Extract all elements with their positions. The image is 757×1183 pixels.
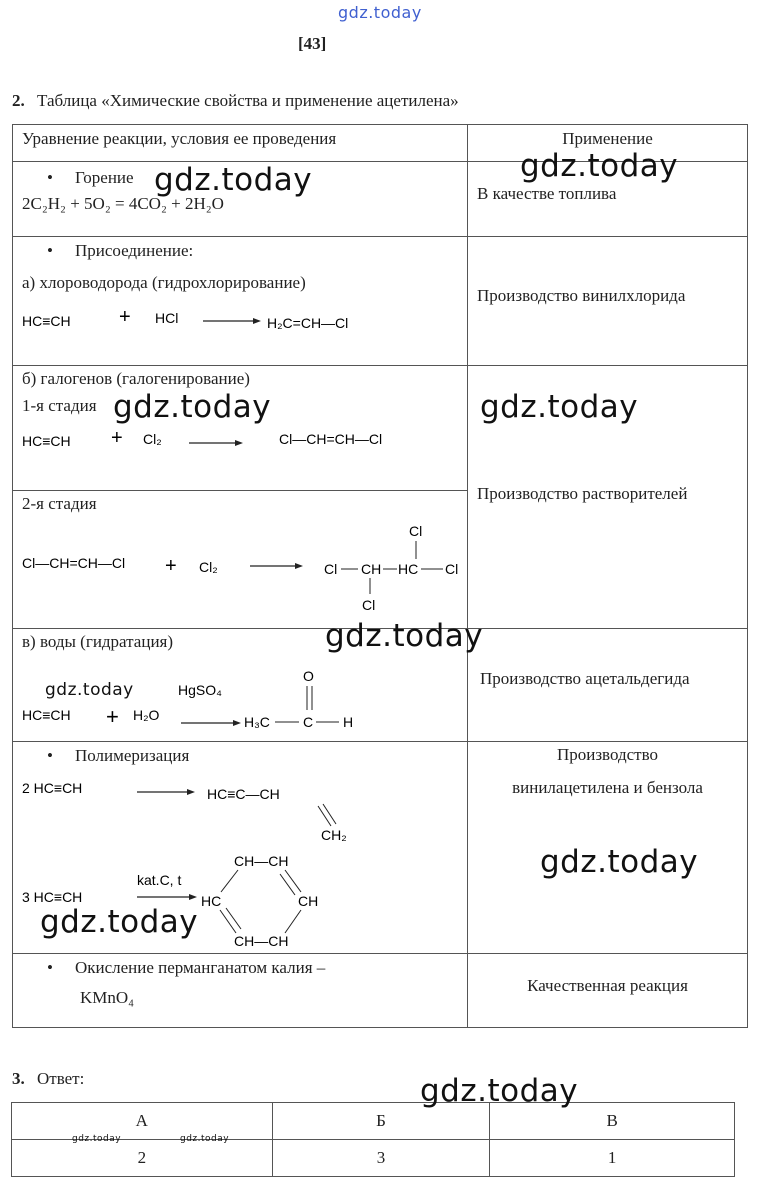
acetylene-formula: HC≡CH — [22, 433, 71, 449]
benzene-right: CH — [298, 893, 319, 909]
watermark: gdz.today — [45, 680, 134, 700]
catalyst-label: kat.C, t — [137, 872, 182, 888]
plus-sign: + — [106, 704, 119, 729]
cl2-formula: Cl₂ — [143, 431, 162, 447]
hydrochlorination-label: а) хлороводорода (гидрохлорирование) — [22, 273, 306, 292]
oxidation-application-cell — [468, 954, 748, 1028]
combustion-equation: 2C₂H₂ + 5O₂ = 4CO₂ + 2H₂O — [22, 194, 224, 213]
answer-value-v: 1 — [490, 1140, 735, 1177]
col-header-application: Применение — [468, 125, 748, 162]
halogenation-application: Производство растворителей — [477, 484, 688, 503]
watermark: gdz.today — [154, 162, 313, 198]
bullet: • — [47, 241, 53, 260]
acetylene-formula: HC≡CH — [22, 313, 71, 329]
answer-header-a: А — [12, 1103, 273, 1140]
two-acetylene: 2 HC≡CH — [22, 780, 83, 796]
stage2-label: 2-я стадия — [22, 494, 97, 513]
benzene-top: CH—CH — [234, 853, 289, 869]
combustion-application: В качестве топлива — [477, 184, 617, 203]
row-oxidation — [13, 954, 468, 1028]
watermark: gdz.today — [113, 389, 272, 425]
oxygen-atom: O — [303, 668, 314, 684]
answer-value-b: 3 — [272, 1140, 490, 1177]
methyl-group: H₃C — [244, 714, 270, 730]
acetylene-formula: HC≡CH — [22, 707, 71, 723]
hydrogen-atom: H — [343, 714, 354, 730]
watermark-top: gdz.today — [338, 3, 422, 22]
task2-title: Таблица «Химические свойства и применение ацетилена» — [37, 91, 459, 110]
page-number: [43] — [298, 34, 327, 53]
polymerization-application-line1: Производство — [556, 745, 659, 764]
task2-heading — [12, 91, 459, 111]
watermark: gdz.today — [480, 389, 639, 425]
cl-atom-bottom: Cl — [362, 597, 376, 613]
task2-number: 2. — [12, 91, 25, 110]
task3-heading — [12, 1069, 84, 1089]
task3-number: 3. — [12, 1069, 25, 1088]
oxidation-application: Качественная реакция — [527, 976, 688, 995]
hydrochlorination-application: Производство винилхлорида — [477, 286, 686, 305]
watermark: gdz.today — [540, 844, 699, 880]
col-header-equation: Уравнение реакции, условия ее проведения — [13, 125, 468, 162]
hydrochlorination-application-cell — [468, 237, 748, 366]
plus-sign: + — [165, 555, 177, 577]
benzene-bottom: CH—CH — [234, 933, 289, 949]
hcl-formula: HCl — [155, 310, 179, 326]
answer-value-a: 2 — [12, 1140, 273, 1177]
watermark: gdz.today — [420, 1073, 579, 1109]
answer-header-v: В — [490, 1103, 735, 1140]
vinylacetylene-formula: HC≡C—CH — [207, 786, 280, 802]
ch-group: CH — [361, 561, 382, 577]
hydration-application: Производство ацетальдегида — [480, 669, 690, 688]
acetylene-properties-table — [12, 124, 748, 1028]
row-halogenation-stage2 — [13, 491, 468, 629]
ch2-group: CH₂ — [321, 827, 347, 843]
watermark: gdz.today — [180, 1134, 230, 1144]
hc-group: HC — [398, 561, 419, 577]
oxidation-label-line1: Окисление перманганатом калия – — [74, 958, 326, 977]
hydration-label: в) воды (гидратация) — [22, 632, 174, 651]
vinyl-chloride-formula: H₂C=CH—Cl — [267, 315, 349, 331]
hydrochlorination-equation — [13, 293, 467, 343]
cl-atom-top: Cl — [409, 523, 423, 539]
hydration-application-cell — [468, 629, 748, 742]
carbon-atom: C — [303, 714, 314, 730]
watermark: gdz.today — [520, 148, 679, 184]
h2o-formula: H₂O — [133, 707, 160, 723]
cl2-formula: Cl₂ — [199, 559, 218, 575]
polymerization-application-line2: винилацетилена и бензола — [512, 778, 703, 797]
dichloroethene-formula: Cl—CH=CH—Cl — [279, 431, 383, 447]
halogenation-label: б) галогенов (галогенирование) — [22, 369, 250, 388]
answer-header-b: Б — [272, 1103, 490, 1140]
watermark: gdz.today — [325, 618, 484, 654]
bullet: • — [47, 958, 53, 977]
cl-atom-right: Cl — [445, 561, 459, 577]
watermark: gdz.today — [72, 1134, 122, 1144]
three-acetylene: 3 HC≡CH — [22, 889, 83, 905]
cl-atom-left: Cl — [324, 561, 338, 577]
row-halogenation-stage1 — [13, 366, 468, 491]
bullet: • — [47, 746, 53, 765]
watermark: gdz.today — [40, 904, 199, 940]
combustion-label: Горение — [74, 168, 134, 187]
bullet: • — [47, 168, 53, 187]
row-hydrochlorination — [13, 237, 468, 366]
dichloroethene-formula: Cl—CH=CH—Cl — [22, 555, 126, 571]
task3-label: Ответ: — [37, 1069, 85, 1088]
addition-label: Присоединение: — [74, 241, 194, 260]
stage1-label: 1-я стадия — [22, 396, 97, 415]
halogenation-stage2-equation — [13, 514, 467, 624]
plus-sign: + — [119, 306, 131, 328]
plus-sign: + — [111, 427, 123, 449]
polymerization-label: Полимеризация — [74, 746, 190, 765]
oxidation-label-line2: KMnO₄ — [80, 988, 135, 1007]
benzene-left: HC — [201, 893, 222, 909]
hgso4-catalyst: HgSO₄ — [178, 682, 222, 698]
